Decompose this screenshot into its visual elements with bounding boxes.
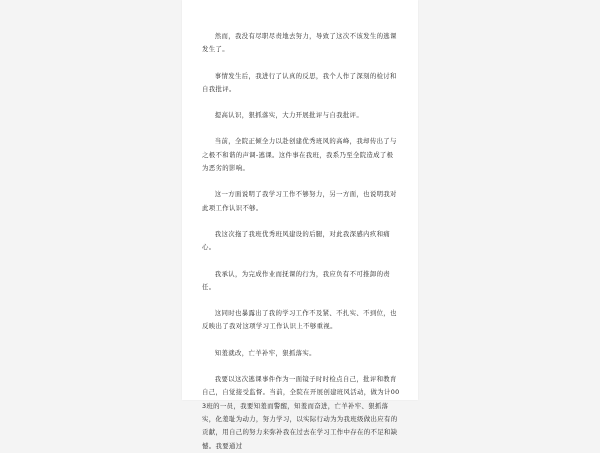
paragraph: 这一方面说明了我学习工作不够努力，另一方面，也说明我对此项工作认识不够。 (202, 190, 397, 212)
paragraph: 知羞就改，亡羊补牢，狠抓落实。 (214, 348, 316, 357)
paragraph: 这同时也暴露出了我的学习工作不及紧、不扎实、不到位，也反映出了我对这项学习工作认识上不够重视。 (202, 309, 397, 331)
paragraph: 我承认，为完成作业而抚课的行为，我应负有不可推卸的责任。 (202, 269, 391, 291)
paragraph: 事情发生后，我进行了认真的反思，我个人作了深刻的检讨和自我批评。 (202, 71, 397, 93)
paragraph: 我这次拖了我班优秀班风建设的后腿，对此我深感内疚和痛心。 (202, 229, 391, 252)
document-body (202, 30, 400, 453)
paragraph: 提高认识，狠抓落实，大力开展批评与自我批评。 (214, 111, 364, 120)
paragraph: 当前，全院正倾全力以赴创建优秀班风的高峰，我却传出了与之极不和谐的声调-逃课。这件事在我班，我系乃至全院造成了极为恶劣的影响。 (202, 137, 397, 173)
paragraph: 我要以这次逃课事件作为一面镜子时时检点自己，批评和教育自己，自觉接受监督。当前，全院在开展创建班风活动，做为计003班的一员，我要知羞而警醒，知羞而奋进，亡羊补牢、狠抓落实，化羞耻为动力，努力学习，以实际行动为为我班级做出应有的贡献，用自己的努力来弥补我在过去在学习工作中存在的不足和缺憾。我要通过 (202, 375, 400, 450)
paragraph: 然而，我没有尽职尽责地去努力，导致了这次不该发生的逃课发生了。 (202, 32, 397, 54)
document-page (182, 0, 418, 450)
